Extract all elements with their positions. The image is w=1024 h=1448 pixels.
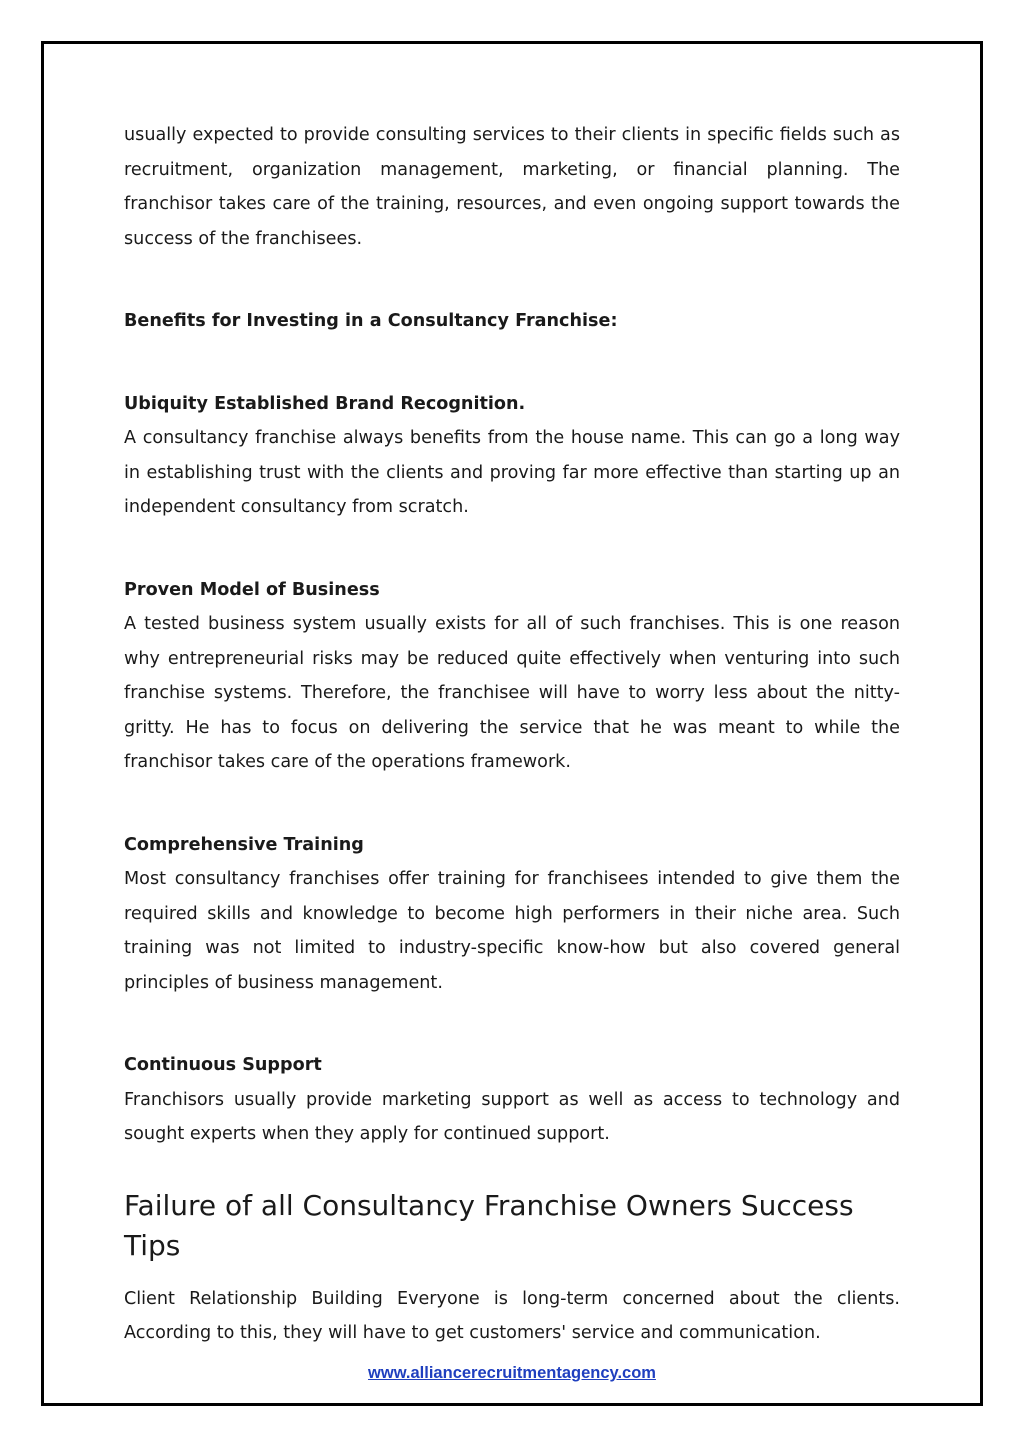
section-title-proven-model: Proven Model of Business (124, 579, 380, 600)
footer-website-link[interactable]: www.alliancerecruitmentagency.com (368, 1364, 656, 1382)
benefits-heading: Benefits for Investing in a Consultancy Franchise: (124, 311, 618, 331)
tips-paragraph: Client Relationship Building Everyone is long-term concerned about the clients. According to this, they will have to get customers' service and communication. (124, 1288, 900, 1343)
section-body-support: Franchisors usually provide marketing support as well as access to technology and sought experts when they apply for continued support. (124, 1089, 900, 1144)
section-body-training: Most consultancy franchises offer training for franchisees intended to give them the required skills and knowledge to become high performers in their niche area. Such training was not limited to industry-specific know-how but also covered general principles of business management. (124, 869, 900, 993)
section-body-proven-model: A tested business system usually exists for all of such franchises. This is one reason why entrepreneurial risks may be reduced quite effectively when venturing into such franchise systems. Therefore, the franchisee will have to worry less about the nitty-gritty. He has to focus on delivering the service that he was meant to while the franchisor takes care of the operations framework. (124, 614, 900, 772)
section-title-training: Comprehensive Training (124, 834, 364, 855)
section-body-brand-recognition: A consultancy franchise always benefits from the house name. This can go a long way in establishing trust with the clients and proving far more effective than starting up an independent consultancy from scratch. (124, 428, 900, 517)
document-body (124, 118, 900, 1351)
tips-heading: Failure of all Consultancy Franchise Owners Success Tips (124, 1188, 854, 1262)
section-title-support: Continuous Support (124, 1055, 322, 1075)
intro-paragraph: usually expected to provide consulting services to their clients in specific fields such as recruitment, organization management, marketing, or financial planning. The franchisor takes care of the training, resources, and even ongoing support towards the success of the franchisees. (124, 125, 900, 249)
section-title-brand-recognition: Ubiquity Established Brand Recognition. (124, 393, 526, 414)
